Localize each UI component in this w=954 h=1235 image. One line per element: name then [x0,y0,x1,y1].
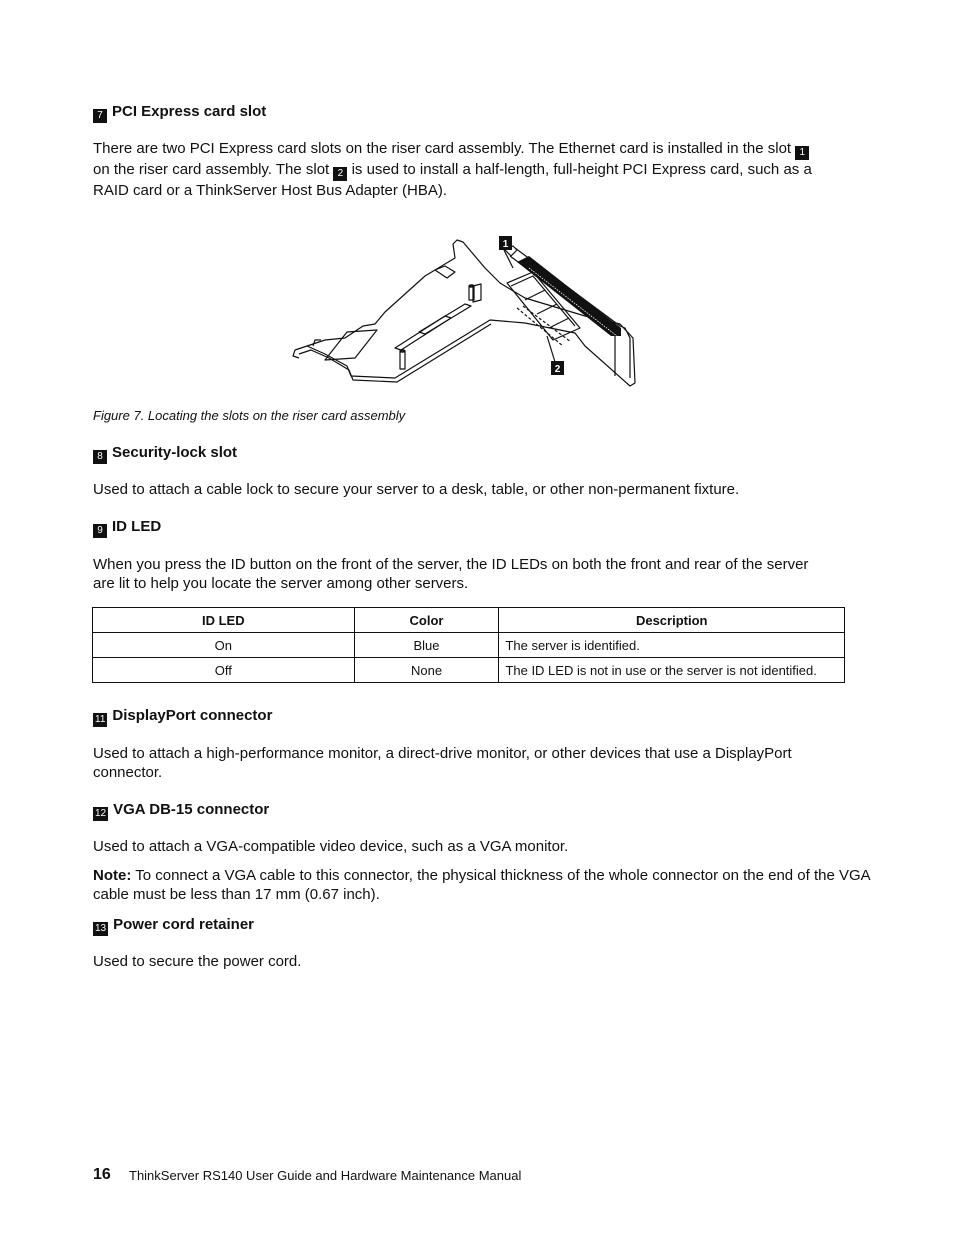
power-paragraph: Used to secure the power cord. [93,953,302,970]
page-number: 16 [93,1166,111,1183]
id-led-table [92,607,845,683]
table-cell: None [354,658,499,683]
idled-paragraph [93,555,808,593]
section-heading-idled [93,518,161,538]
callout-badge: 7 [93,109,107,123]
callout-badge: 9 [93,524,107,538]
vga-note [93,866,913,904]
table-header-row [93,608,845,633]
section-title: Security-lock slot [112,444,238,461]
section-title: DisplayPort connector [112,707,273,724]
callout-1: 1 [502,239,509,250]
section-heading-vga [93,801,269,821]
para-text: connector. [93,764,163,781]
para-text: To connect a VGA cable to this connector, the physical thickness of the whole connector on the end of the VGA [135,867,871,884]
section-title: Power cord retainer [113,916,255,933]
table-cell: The server is identified. [499,633,845,658]
section-title: PCI Express card slot [112,103,267,120]
section-heading-security [93,444,237,464]
callout-badge: 13 [95,923,107,934]
table-header: ID LED [93,608,355,633]
table-cell: The ID LED is not in use or the server is not identified. [499,658,845,683]
displayport-paragraph [93,744,792,782]
table-header: Color [354,608,499,633]
callout-2: 2 [554,364,561,375]
callout-badge: 1 [795,146,809,160]
note-label: Note: [93,867,132,884]
para-text: on the riser card assembly. The slot [93,161,330,178]
figure-caption: Figure 7. Locating the slots on the riser card assembly [93,408,406,423]
para-text: There are two PCI Express card slots on the riser card assembly. The Ethernet card is installed in the slot [93,140,792,157]
footer-title: ThinkServer RS140 User Guide and Hardware Maintenance Manual [129,1168,522,1183]
callout-badge: 8 [93,450,107,464]
para-text: Used to attach a high-performance monitor, a direct-drive monitor, or other devices that use a DisplayPort [93,745,792,762]
section-heading-pci [93,103,266,123]
para-text: When you press the ID button on the front of the server, the ID LEDs on both the front and rear of the server [93,556,809,573]
table-header: Description [499,608,845,633]
section-title: ID LED [112,518,162,535]
vga-paragraph: Used to attach a VGA-compatible video device, such as a VGA monitor. [93,838,569,855]
section-heading-power [93,916,254,936]
table-cell: Blue [354,633,499,658]
pci-paragraph [93,139,913,200]
para-text: RAID card or a ThinkServer Host Bus Adapter (HBA). [93,182,448,199]
table-row [93,633,845,658]
section-heading-displayport [93,707,272,727]
table-cell: Off [93,658,355,683]
callout-badge: 12 [95,808,107,819]
para-text: cable must be less than 17 mm (0.67 inch). [93,886,380,903]
riser-card-assembly-illustration [285,228,655,388]
section-title: VGA DB-15 connector [113,801,270,818]
para-text: is used to install a half-length, full-height PCI Express card, such as a [351,161,812,178]
callout-badge: 2 [333,167,347,181]
table-cell: On [93,633,355,658]
table-row [93,658,845,683]
para-text: are lit to help you locate the server among other servers. [93,575,469,592]
callout-badge: 11 [95,714,106,725]
security-paragraph: Used to attach a cable lock to secure your server to a desk, table, or other non-permanent fixture. [93,481,740,498]
